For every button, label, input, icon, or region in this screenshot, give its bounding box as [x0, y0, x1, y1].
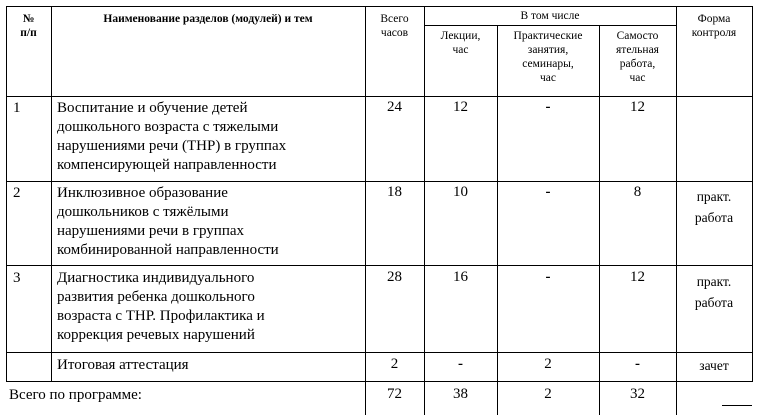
- rule-name-total: [365, 6, 366, 415]
- row2-total: 18: [387, 184, 402, 200]
- header-total: Всего часов: [380, 13, 409, 39]
- row1-lectures: 12: [453, 99, 468, 115]
- row3-lectures: 16: [453, 269, 468, 285]
- summary-lectures: 38: [453, 386, 468, 402]
- rule-right: [752, 6, 753, 382]
- row1-selfwork: 12: [630, 99, 645, 115]
- row2-num: 2: [13, 185, 21, 201]
- row3-practical: -: [545, 269, 551, 285]
- rule-top: [6, 6, 753, 7]
- rule-row2-bottom: [6, 265, 753, 266]
- row2-lectures: 10: [453, 184, 468, 200]
- summary-total: 72: [387, 386, 402, 402]
- row1-num: 1: [13, 100, 21, 116]
- row2-practical: -: [545, 184, 551, 200]
- row2-control: практ. работа: [694, 189, 734, 225]
- final-selfwork: -: [635, 356, 640, 372]
- final-total: 2: [390, 356, 399, 372]
- summary-selfwork: 32: [630, 386, 645, 402]
- header-practical: Практические занятия, семинары, час: [513, 30, 583, 84]
- header-control: Форма контроля: [691, 13, 737, 39]
- final-control: зачет: [699, 358, 729, 373]
- rule-num-name: [51, 6, 52, 382]
- header-selfwork: Самосто ятельная работа, час: [616, 30, 659, 84]
- final-practical: 2: [544, 356, 552, 372]
- final-lectures: -: [458, 356, 463, 372]
- row1-practical: -: [545, 99, 551, 115]
- header-name: Наименование разделов (модулей) и тем: [103, 13, 313, 25]
- summary-practical: 2: [544, 386, 552, 402]
- row1-name: Воспитание и обучение детей дошкольного возраста с тяжелыми нарушениями речи (ТНР) в группах компенсирующей направленности: [57, 100, 287, 173]
- row2-name: Инклюзивное образование дошкольников с тяжёлыми нарушениями речи в группах комбинированной направленности: [57, 185, 279, 258]
- rule-left: [6, 6, 7, 382]
- row3-num: 3: [13, 270, 21, 286]
- row3-name: Диагностика индивидуального развития ребенка дошкольного возраста с ТНР. Профилактика и коррекция речевых нарушений: [57, 270, 265, 343]
- rule-header-bottom: [6, 96, 753, 97]
- rule-subheader: [424, 25, 676, 26]
- rule-row3-bottom: [6, 352, 753, 353]
- final-name: Итоговая аттестация: [57, 357, 189, 373]
- rule-total-lectures: [424, 6, 425, 415]
- row3-selfwork: 12: [630, 269, 645, 285]
- header-lectures: Лекции, час: [440, 30, 481, 56]
- row3-total: 28: [387, 269, 402, 285]
- summary-label: Всего по программе:: [9, 387, 142, 403]
- row1-total: 24: [387, 99, 402, 115]
- rule-final-bottom: [6, 381, 753, 382]
- header-including: В том числе: [520, 10, 580, 22]
- row3-control: практ. работа: [694, 274, 734, 310]
- rule-total-bottom-mark: [722, 405, 752, 406]
- rule-row1-bottom: [6, 181, 753, 182]
- header-num: № п/п: [20, 13, 37, 39]
- row2-selfwork: 8: [633, 184, 642, 200]
